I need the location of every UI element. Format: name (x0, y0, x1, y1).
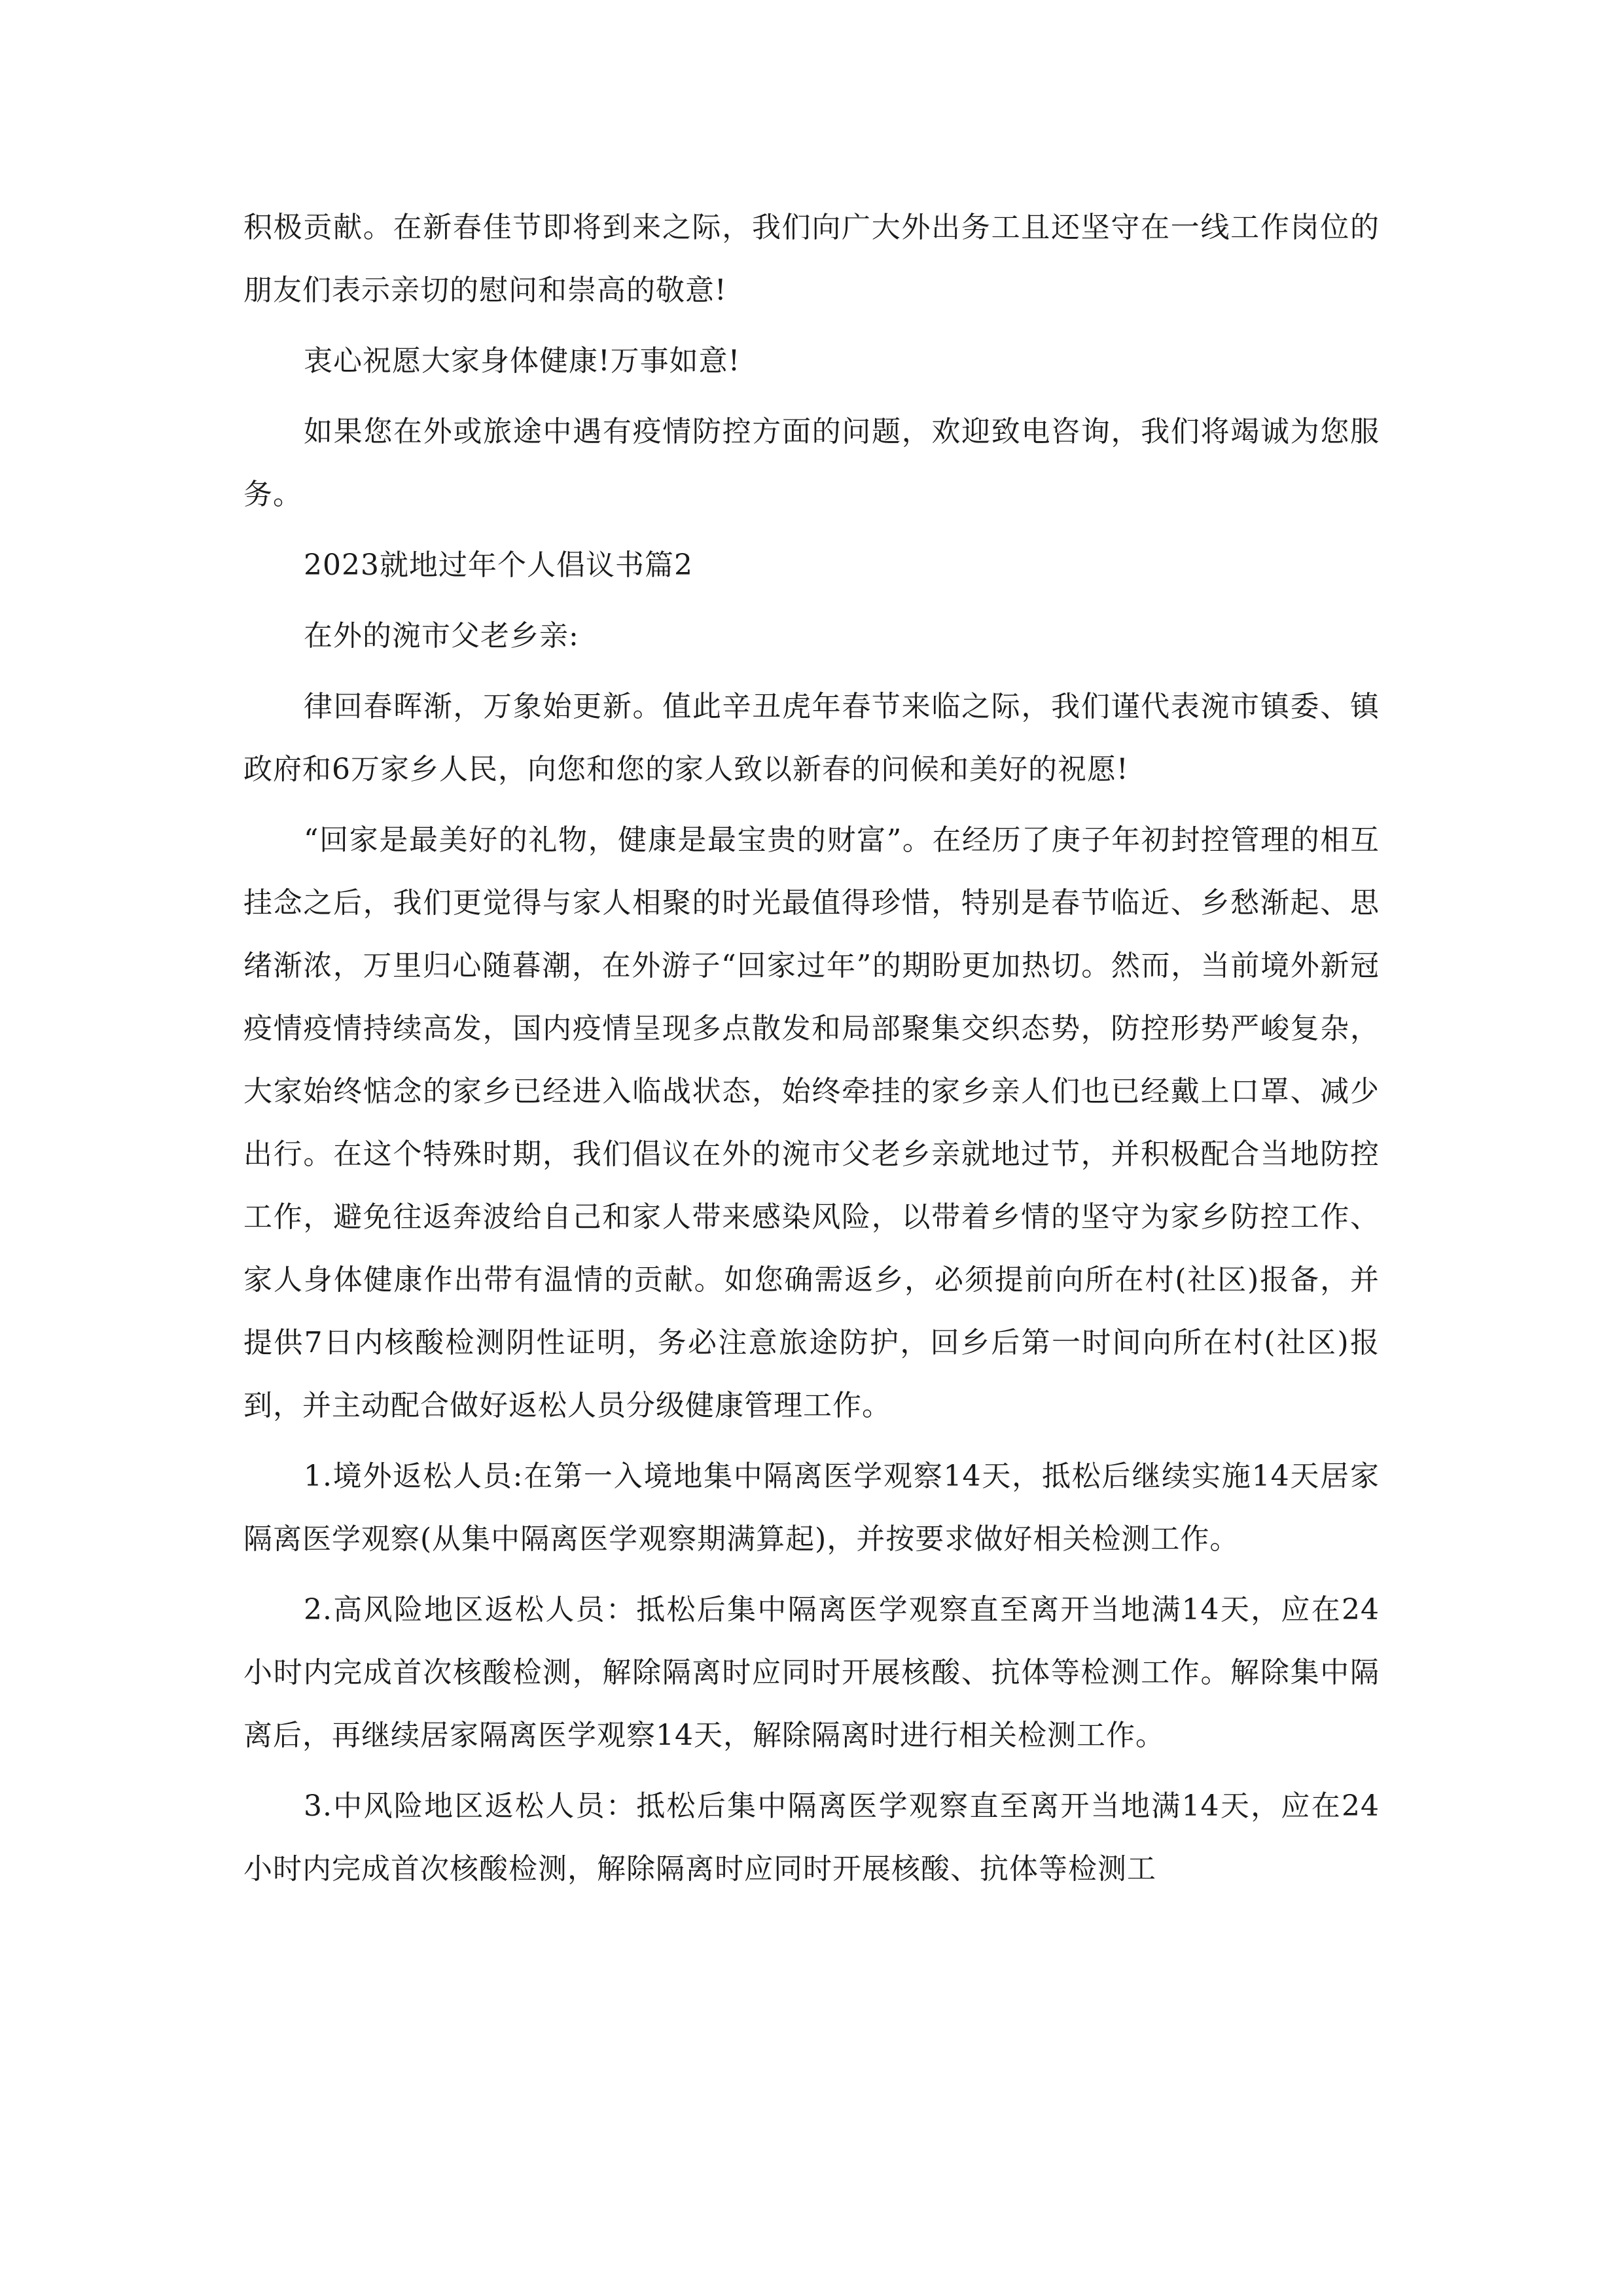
paragraph: 积极贡献。在新春佳节即将到来之际，我们向广大外出务工且还坚守在一线工作岗位的朋友们表示亲切的慰问和崇高的敬意! (243, 211, 1380, 307)
paragraph: 律回春晖渐，万象始更新。值此辛丑虎年春节来临之际，我们谨代表涴市镇委、镇政府和6万家乡人民，向您和您的家人致以新春的问候和美好的祝愿! (243, 690, 1380, 786)
list-item: 1.境外返松人员:在第一入境地集中隔离医学观察14天，抵松后继续实施14天居家隔离医学观察(从集中隔离医学观察期满算起)，并按要求做好相关检测工作。 (243, 1460, 1380, 1556)
list-item: 2.高风险地区返松人员：抵松后集中隔离医学观察直至离开当地满14天，应在24小时内完成首次核酸检测，解除隔离时应同时开展核酸、抗体等检测工作。解除集中隔离后，再继续居家隔离医学观察14天，解除隔离时进行相关检测工作。 (243, 1593, 1380, 1752)
paragraph: 衷心祝愿大家身体健康!万事如意! (304, 344, 741, 378)
paragraph: “回家是最美好的礼物，健康是最宝贵的财富”。在经历了庚子年初封控管理的相互挂念之后，我们更觉得与家人相聚的时光最值得珍惜，特别是春节临近、乡愁渐起、思绪渐浓，万里归心随暮潮，在外游子“回家过年”的期盼更加热切。然而，当前境外新冠疫情疫情持续高发，国内疫情呈现多点散发和局部聚集交织态势，防控形势严峻复杂，大家始终惦念的家乡已经进入临战状态，始终牵挂的家乡亲人们也已经戴上口罩、减少出行。在这个特殊时期，我们倡议在外的涴市父老乡亲就地过节，并积极配合当地防控工作，避免往返奔波给自己和家人带来感染风险，以带着乡情的坚守为家乡防控工作、家人身体健康作出带有温情的贡献。如您确需返乡，必须提前向所在村(社区)报备，并提供7日内核酸检测阴性证明，务必注意旅途防护，回乡后第一时间向所在村(社区)报到，并主动配合做好返松人员分级健康管理工作。 (243, 823, 1380, 1422)
section-heading: 2023就地过年个人倡议书篇2 (304, 548, 693, 582)
paragraph: 如果您在外或旅途中遇有疫情防控方面的问题，欢迎致电咨询，我们将竭诚为您服务。 (243, 415, 1380, 511)
list-item: 3.中风险地区返松人员：抵松后集中隔离医学观察直至离开当地满14天，应在24小时内完成首次核酸检测，解除隔离时应同时开展核酸、抗体等检测工 (243, 1789, 1380, 1886)
salutation: 在外的涴市父老乡亲: (304, 619, 579, 653)
document-body (243, 196, 1380, 1909)
